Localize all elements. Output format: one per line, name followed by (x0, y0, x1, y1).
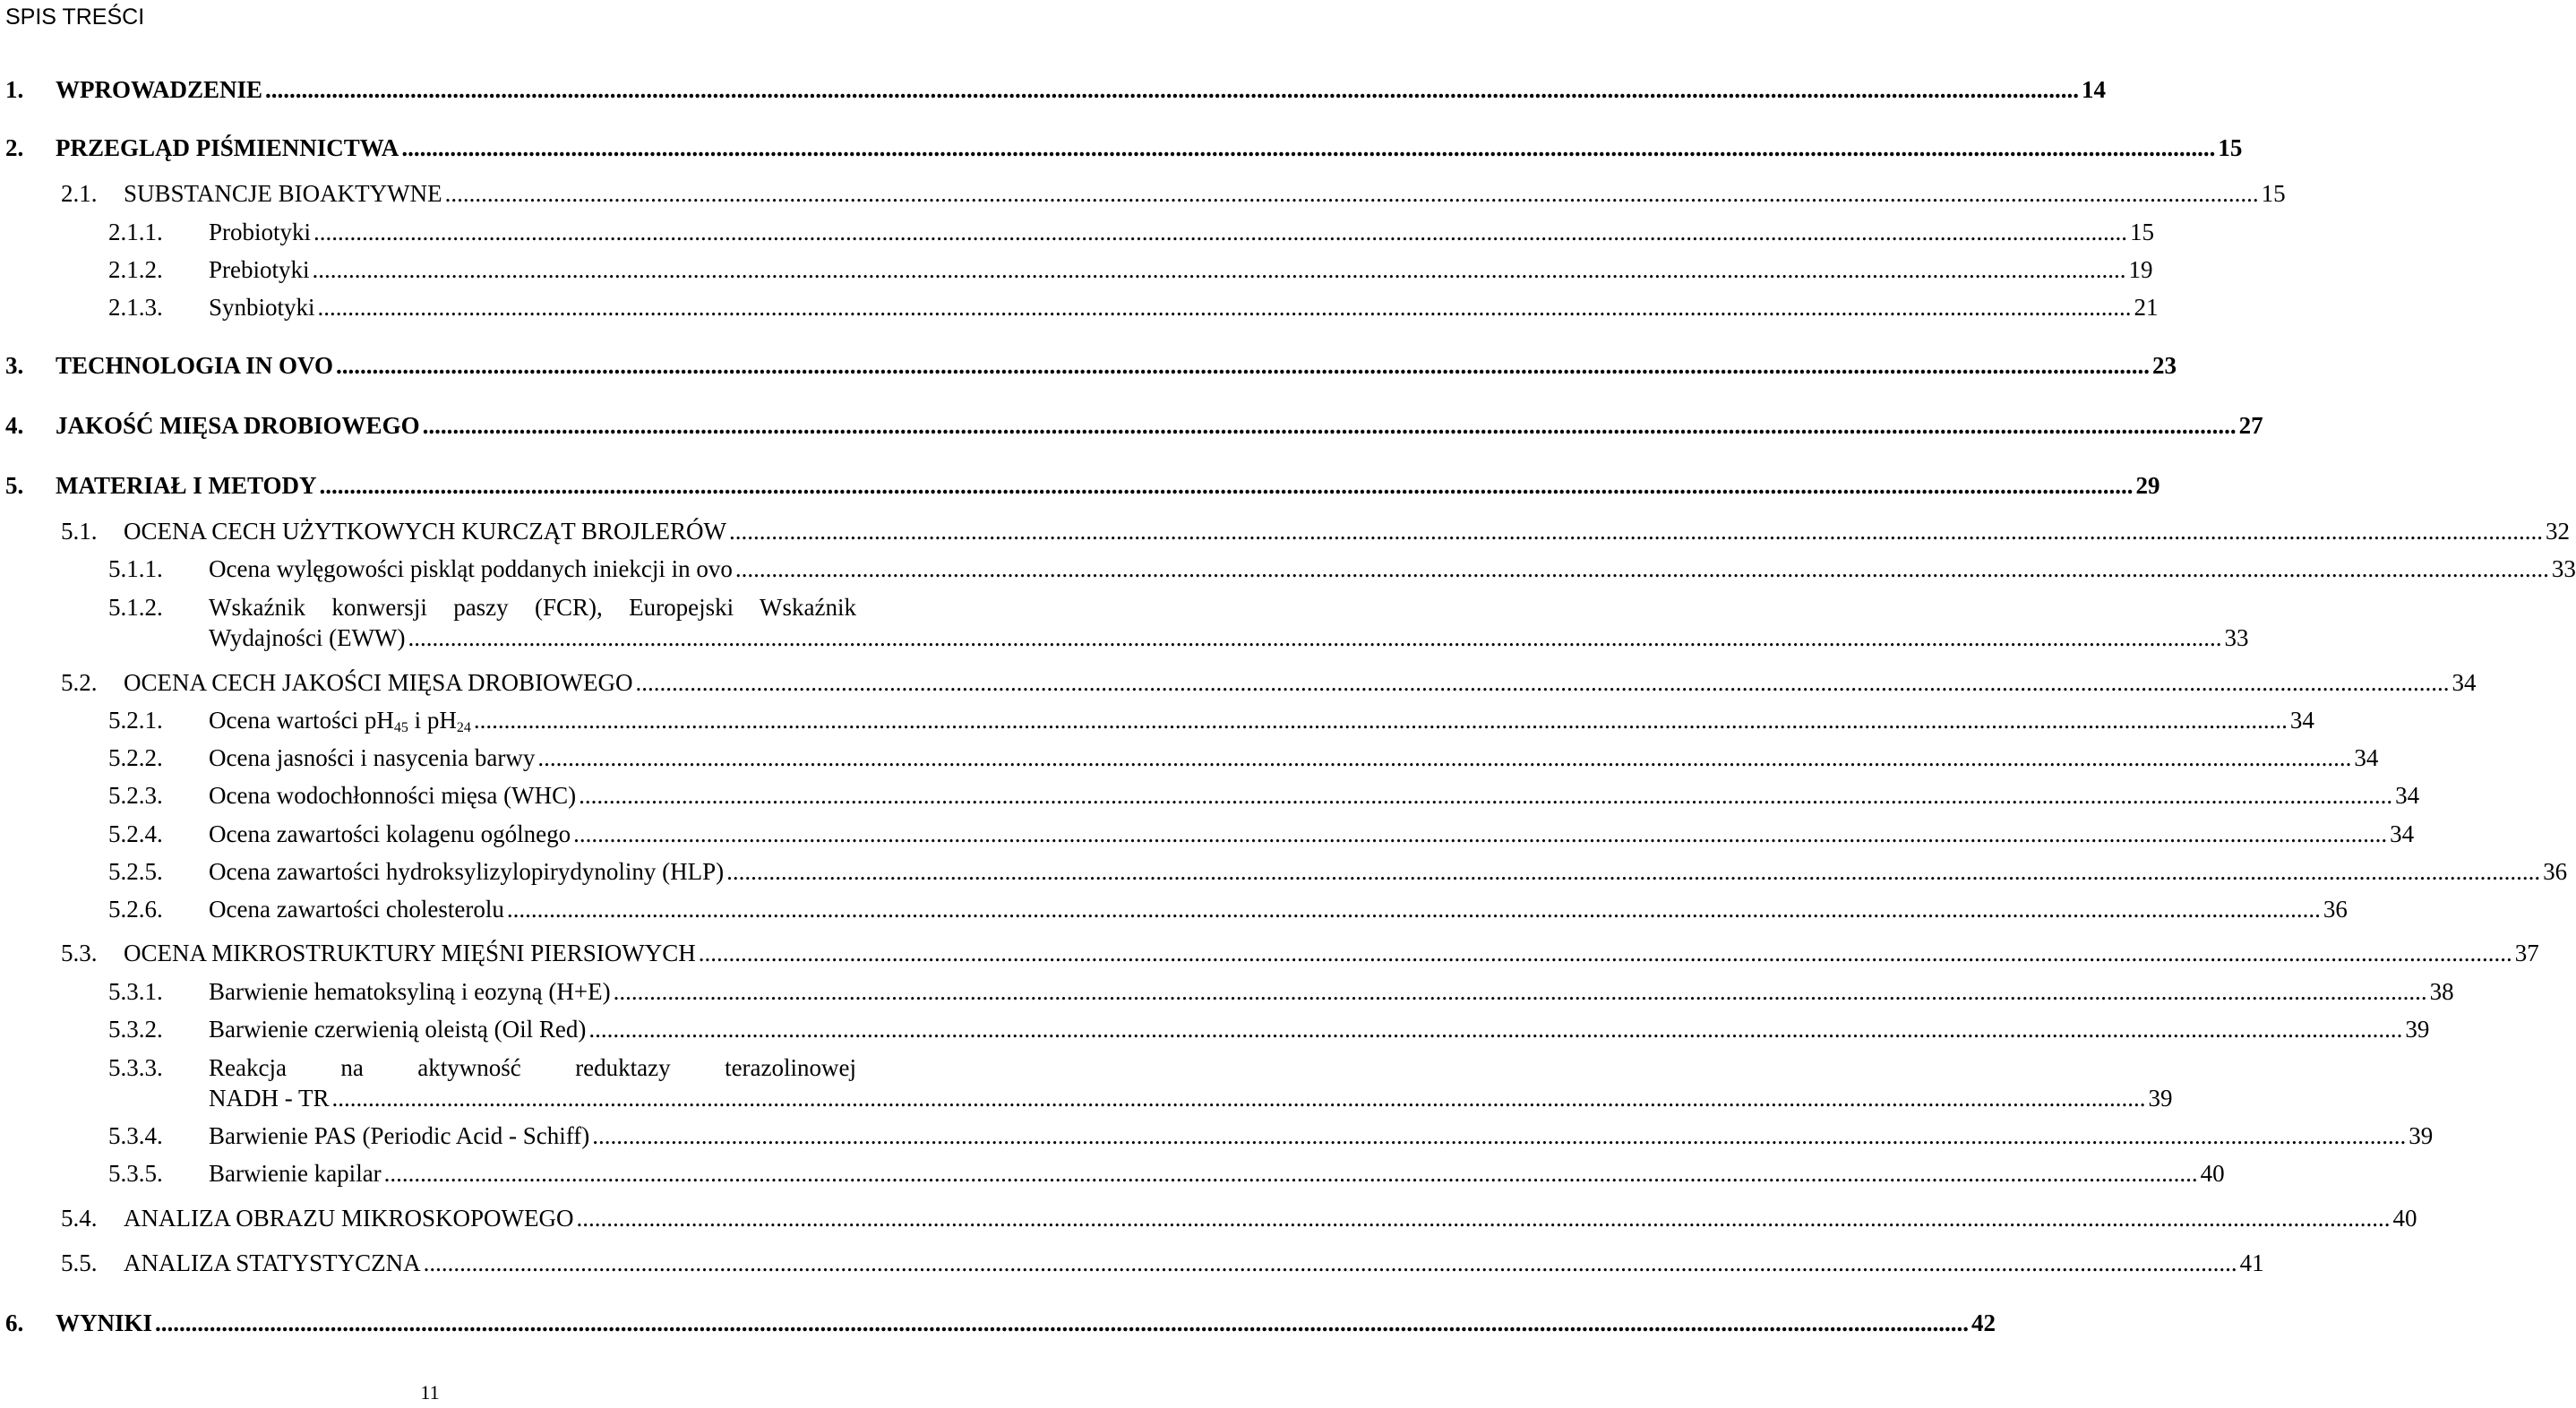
toc-number: 6. (5, 1309, 24, 1336)
toc-leader: ............................................................................................................................................................................................................................................................................................................ (613, 978, 2427, 1005)
toc-number: 5.2.3. (108, 782, 163, 809)
toc-number: 5.4. (61, 1205, 98, 1232)
toc-page: 40 (2200, 1160, 2225, 1187)
toc-title: OCENA MIKROSTRUKTURY MIĘŚNI PIERSIOWYCH (124, 940, 696, 966)
toc-number: 5.1. (61, 518, 98, 545)
toc-page: 38 (2429, 978, 2454, 1005)
subscript: 45 (393, 720, 408, 735)
toc-entry[interactable] (0, 935, 2539, 971)
toc-entry[interactable] (0, 816, 2415, 852)
toc-entry[interactable] (0, 891, 2348, 927)
toc-leader: ............................................................................................................................................................................................................................................................................................................ (383, 1160, 2198, 1187)
toc-leader: ............................................................................................................................................................................................................................................................................................................ (588, 1016, 2403, 1043)
toc-entry[interactable] (0, 1245, 2264, 1281)
toc-number: 5.3.2. (108, 1016, 163, 1043)
toc-number: 5.3.5. (108, 1160, 163, 1187)
toc-page: 15 (2218, 134, 2243, 161)
toc-page: 39 (2405, 1016, 2430, 1043)
toc-title: PRZEGLĄD PIŚMIENNICTWA (56, 134, 399, 161)
toc-title-line: Reakcja na aktywność reduktazy terazolinowej (209, 1054, 856, 1081)
toc-entry[interactable] (0, 1118, 2434, 1154)
toc-page: 33 (2551, 555, 2576, 582)
toc-entry-continuation[interactable] (0, 620, 2249, 656)
toc-entry[interactable] (0, 468, 2160, 503)
toc-leader: ............................................................................................................................................................................................................................................................................................................ (408, 624, 2222, 651)
toc-number: 5.5. (61, 1249, 98, 1276)
toc-number: 4. (5, 412, 24, 439)
toc-leader: ............................................................................................................................................................................................................................................................................................................ (473, 707, 2288, 734)
toc-entry[interactable] (0, 1200, 2417, 1236)
toc-leader: ............................................................................................................................................................................................................................................................................................................ (313, 219, 2128, 245)
toc-entry[interactable] (0, 72, 2107, 107)
toc-leader: ............................................................................................................................................................................................................................................................................................................ (698, 940, 2512, 966)
toc-page: 37 (2514, 940, 2539, 966)
toc-page: 21 (2134, 294, 2159, 321)
toc-entry[interactable] (0, 551, 2576, 587)
toc-title: Ocena wylęgowości piskląt poddanych iniekcji in ovo (209, 555, 733, 582)
subscript: 24 (456, 720, 471, 735)
toc-entry[interactable] (0, 513, 2570, 549)
toc-leader: ............................................................................................................................................................................................................................................................................................................ (155, 1309, 1970, 1336)
toc-leader: ............................................................................................................................................................................................................................................................................................................ (592, 1122, 2407, 1149)
toc-entry[interactable] (0, 1305, 1996, 1341)
toc-title: SUBSTANCJE BIOAKTYWNE (124, 180, 442, 207)
toc-page: 40 (2392, 1205, 2417, 1232)
toc-number: 3. (5, 352, 24, 379)
toc-number: 5. (5, 472, 24, 499)
toc-leader: ............................................................................................................................................................................................................................................................................................................ (729, 518, 2543, 545)
toc-number: 5.2.2. (108, 744, 163, 771)
toc-entry[interactable] (0, 252, 2153, 288)
toc-page: 36 (2543, 858, 2568, 885)
toc-title: Ocena jasności i nasycenia barwy (209, 744, 536, 771)
toc-number: 2. (5, 134, 24, 161)
toc-leader: ............................................................................................................................................................................................................................................................................................................ (331, 1085, 2146, 1112)
toc-title: OCENA CECH UŻYTKOWYCH KURCZĄT BROJLERÓW (124, 518, 726, 545)
toc-number: 5.2.6. (108, 896, 163, 923)
toc-page: 34 (2395, 782, 2420, 809)
toc-entry[interactable] (0, 702, 2314, 738)
toc-page: 34 (2354, 744, 2379, 771)
toc-title: Wydajności (EWW) (209, 624, 406, 651)
toc-number: 5.3. (61, 940, 98, 966)
toc-entry[interactable] (0, 348, 2177, 383)
toc-number: 1. (5, 76, 24, 103)
toc-page: 23 (2152, 352, 2177, 379)
toc-title: Synbiotyki (209, 294, 315, 321)
toc-title: Probiotyki (209, 219, 312, 245)
toc-entry[interactable] (0, 665, 2477, 700)
toc-page: 15 (2261, 180, 2286, 207)
toc-leader: ............................................................................................................................................................................................................................................................................................................ (576, 1205, 2391, 1232)
toc-leader: ............................................................................................................................................................................................................................................................................................................ (423, 1249, 2237, 1276)
toc-number: 5.2.5. (108, 858, 163, 885)
toc-entry[interactable] (0, 176, 2286, 211)
toc-leader: ............................................................................................................................................................................................................................................................................................................ (579, 782, 2393, 809)
toc-number: 2.1.1. (108, 219, 163, 245)
toc-number: 2.1. (61, 180, 98, 207)
toc-page: 14 (2082, 76, 2107, 103)
toc-title-line: Wskaźnik konwersji paszy (FCR), Europejski Wskaźnik (209, 594, 856, 621)
toc-entry[interactable] (0, 130, 2243, 166)
toc-page: 33 (2224, 624, 2249, 651)
toc-title: Ocena zawartości cholesterolu (209, 896, 504, 923)
toc-page: 34 (2390, 820, 2415, 847)
toc-entry[interactable] (0, 854, 2568, 889)
toc-title: ANALIZA OBRAZU MIKROSKOPOWEGO (124, 1205, 574, 1232)
toc-number: 5.1.1. (108, 555, 163, 582)
toc-leader: ............................................................................................................................................................................................................................................................................................................ (635, 669, 2450, 696)
toc-page: 34 (2451, 669, 2477, 696)
toc-page: 42 (1971, 1309, 1996, 1336)
toc-title: NADH - TR (209, 1085, 330, 1112)
toc-page: 39 (2409, 1122, 2434, 1149)
toc-page: 29 (2135, 472, 2160, 499)
toc-title: OCENA CECH JAKOŚCI MIĘSA DROBIOWEGO (124, 669, 633, 696)
page-title: SPIS TREŚCI (5, 4, 145, 30)
toc-leader: ............................................................................................................................................................................................................................................................................................................ (537, 744, 2352, 771)
toc-leader: ............................................................................................................................................................................................................................................................................................................ (265, 76, 2080, 103)
toc-title: Ocena wodochłonności mięsa (WHC) (209, 782, 577, 809)
toc-leader: ............................................................................................................................................................................................................................................................................................................ (573, 820, 2388, 847)
toc-title: JAKOŚĆ MIĘSA DROBIOWEGO (56, 412, 420, 439)
toc-leader: ............................................................................................................................................................................................................................................................................................................ (317, 294, 2132, 321)
toc-page: 32 (2546, 518, 2570, 545)
toc-page: 19 (2128, 256, 2153, 283)
toc-title: MATERIAŁ I METODY (56, 472, 317, 499)
toc-title: Barwienie PAS (Periodic Acid - Schiff) (209, 1122, 590, 1149)
page-number: 11 (420, 1381, 440, 1404)
toc-title: WPROWADZENIE (56, 76, 263, 103)
toc-title: ANALIZA STATYSTYCZNA (124, 1249, 421, 1276)
toc-entry[interactable] (0, 1155, 2225, 1191)
toc-entry[interactable] (0, 1011, 2430, 1047)
toc-title: Ocena zawartości kolagenu ogólnego (209, 820, 571, 847)
toc-page: 34 (2289, 707, 2314, 734)
toc-entry-continuation[interactable] (0, 1080, 2173, 1116)
toc-number: 2.1.2. (108, 256, 163, 283)
toc-title: Barwienie hematoksyliną i eozyną (H+E) (209, 978, 611, 1005)
toc-page: 36 (2323, 896, 2348, 923)
toc-leader: ............................................................................................................................................................................................................................................................................................................ (422, 412, 2237, 439)
toc-number: 5.2.4. (108, 820, 163, 847)
toc-entry[interactable] (0, 214, 2155, 250)
toc-leader: ............................................................................................................................................................................................................................................................................................................ (734, 555, 2549, 582)
toc-entry[interactable] (0, 289, 2159, 325)
toc-title: Prebiotyki (209, 256, 310, 283)
toc-title: Barwienie czerwienią oleistą (Oil Red) (209, 1016, 587, 1043)
toc-leader: ............................................................................................................................................................................................................................................................................................................ (726, 858, 2541, 885)
toc-number: 5.3.4. (108, 1122, 163, 1149)
toc-page: 27 (2238, 412, 2263, 439)
toc-title: Ocena wartości $pH_{45}$ i $pH_{24}$ (209, 707, 471, 735)
toc-number: 5.2. (61, 669, 98, 696)
toc-leader: ............................................................................................................................................................................................................................................................................................................ (444, 180, 2259, 207)
toc-leader: ............................................................................................................................................................................................................................................................................................................ (312, 256, 2126, 283)
toc-entry[interactable] (0, 974, 2454, 1009)
toc-number: 5.2.1. (108, 707, 163, 734)
toc-leader: ............................................................................................................................................................................................................................................................................................................ (506, 896, 2321, 923)
toc-page: 39 (2148, 1085, 2173, 1112)
toc-entry[interactable] (0, 408, 2263, 443)
toc-page: 41 (2239, 1249, 2264, 1276)
toc-title: Barwienie kapilar (209, 1160, 382, 1187)
toc-number: 2.1.3. (108, 294, 163, 321)
toc-leader: ............................................................................................................................................................................................................................................................................................................ (319, 472, 2134, 499)
toc-number: 5.3.1. (108, 978, 163, 1005)
toc-title: Ocena zawartości hydroksylizylopirydynoliny (HLP) (209, 858, 725, 885)
toc-leader: ............................................................................................................................................................................................................................................................................................................ (401, 134, 2216, 161)
toc-number: 5.1.2. (108, 594, 163, 621)
toc-page: 15 (2130, 219, 2155, 245)
toc-title: TECHNOLOGIA IN OVO (56, 352, 334, 379)
toc-entry[interactable] (0, 740, 2379, 776)
toc-title: WYNIKI (56, 1309, 153, 1336)
toc-entry[interactable] (0, 777, 2420, 813)
toc-number: 5.3.3. (108, 1054, 163, 1081)
toc-leader: ............................................................................................................................................................................................................................................................................................................ (336, 352, 2151, 379)
